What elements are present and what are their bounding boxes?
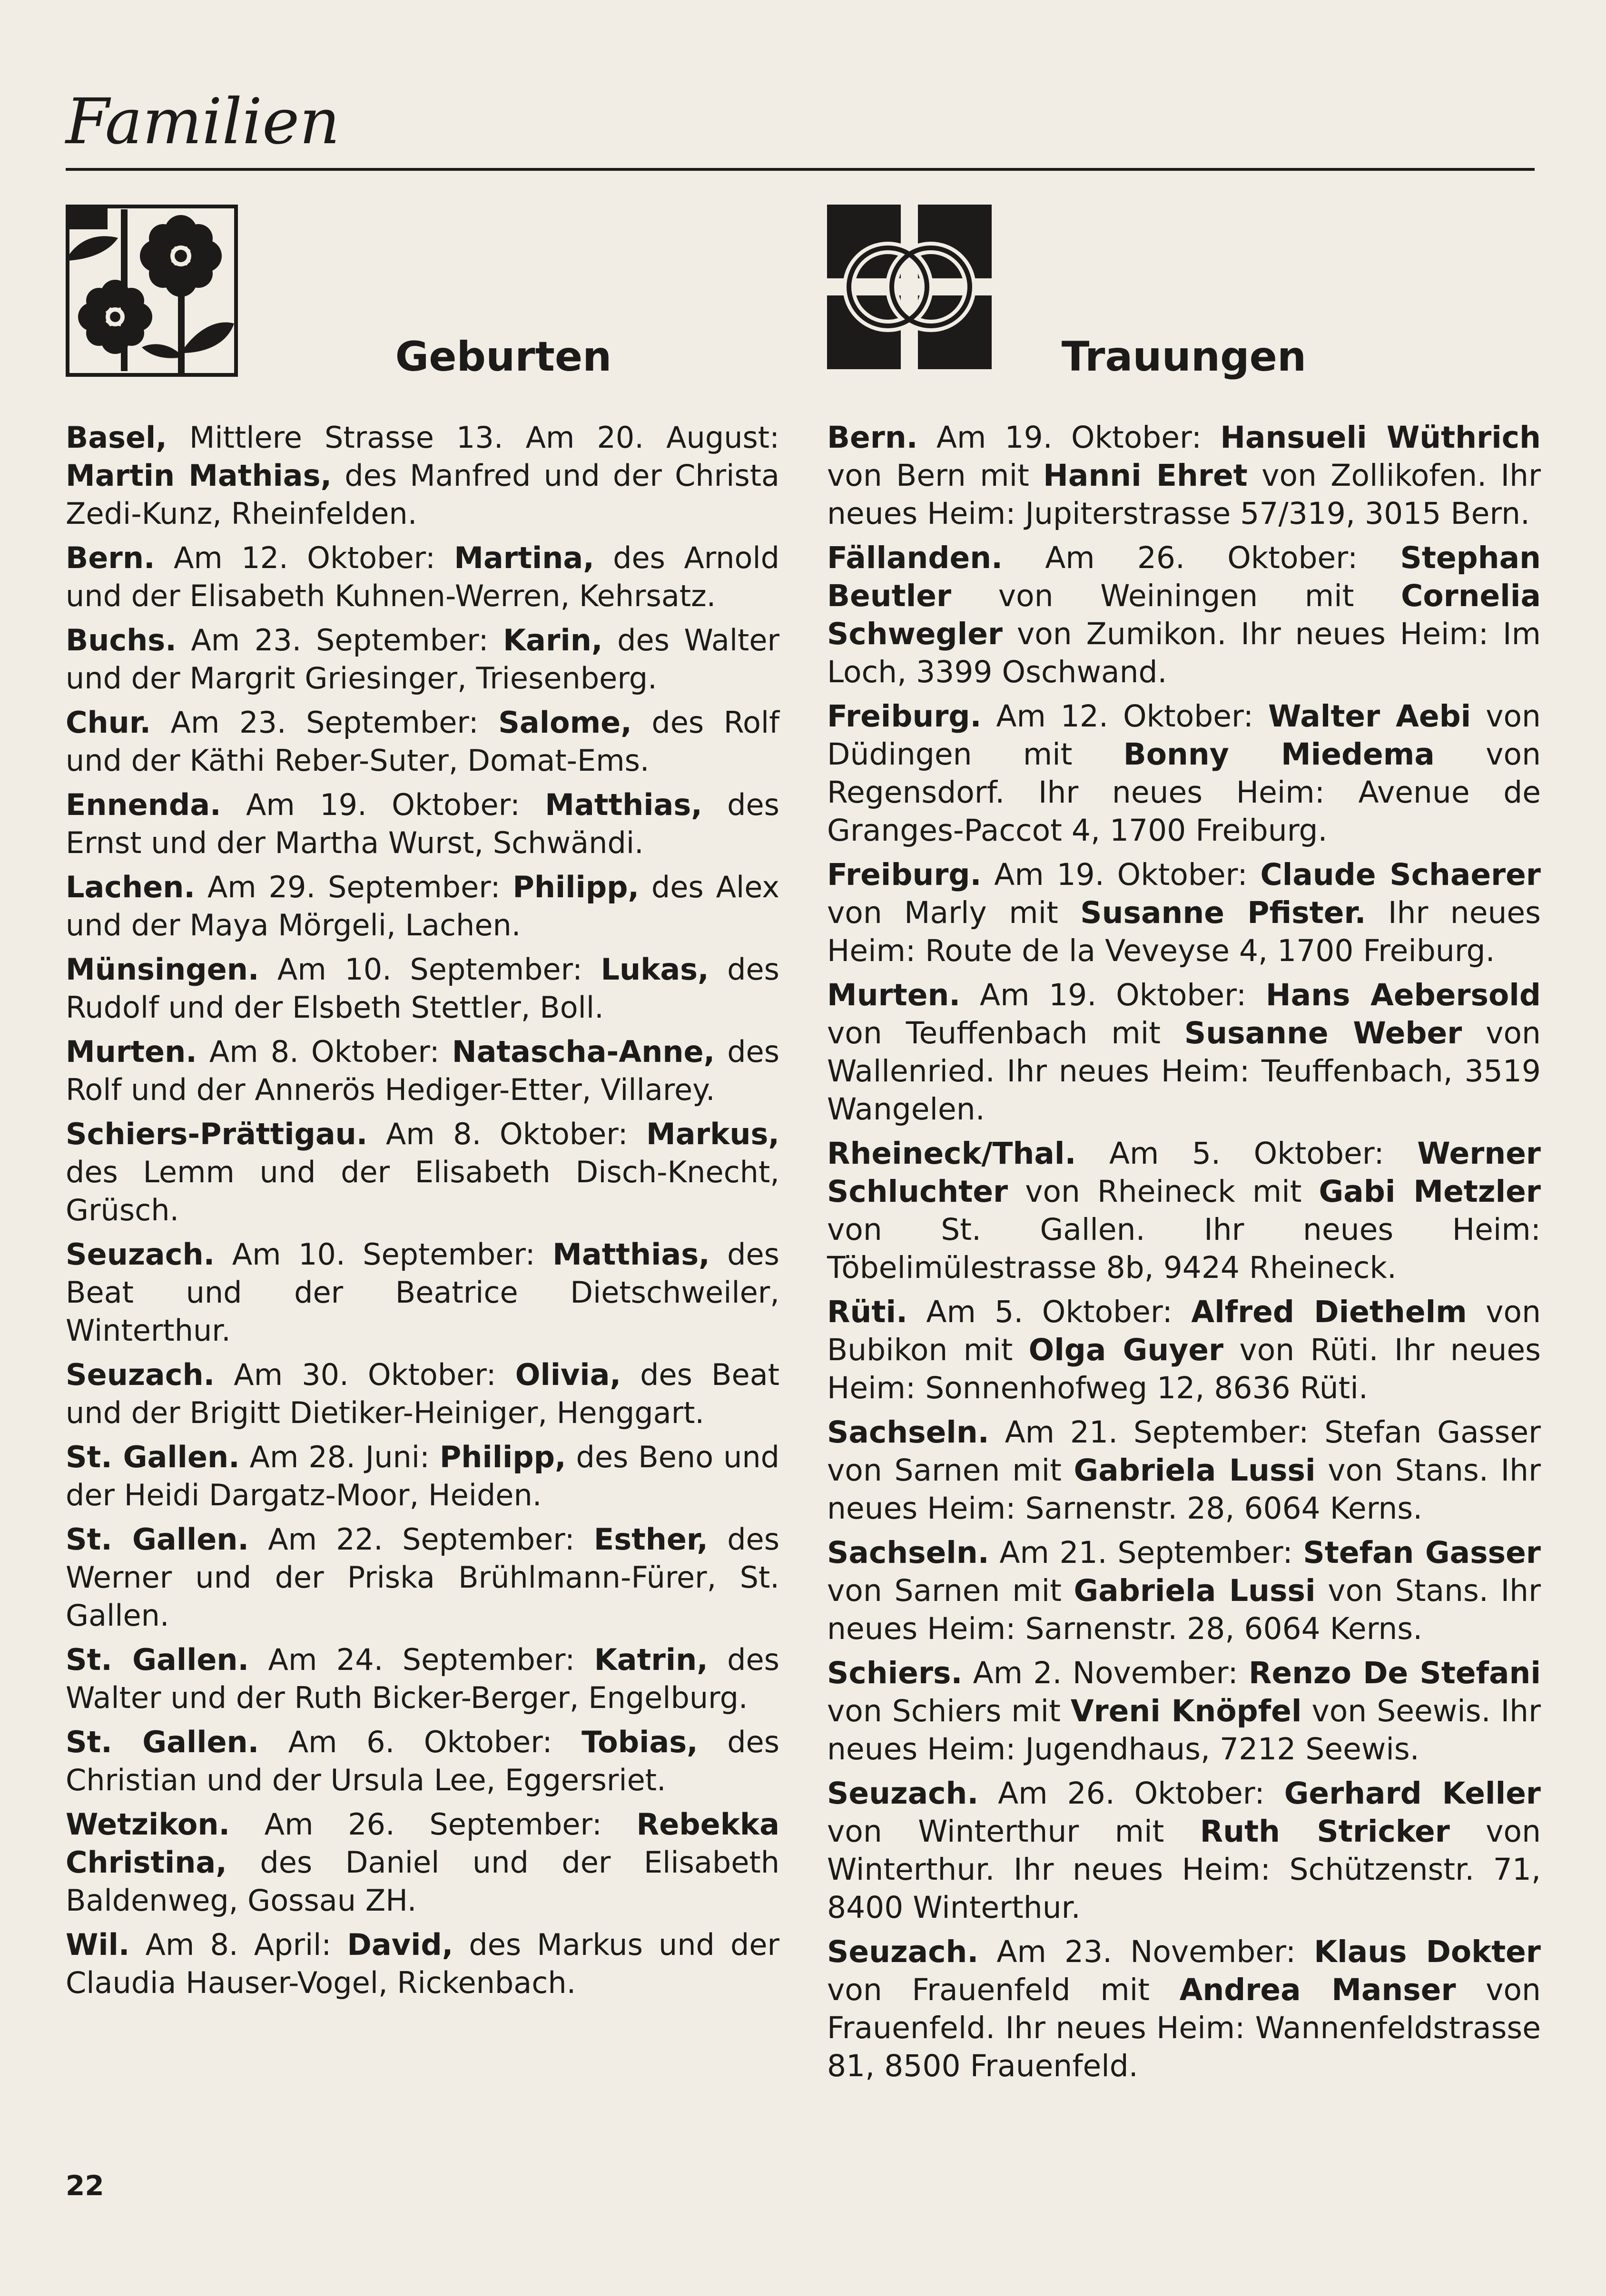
- entry-place: Ennenda.: [66, 787, 221, 822]
- child-name: Matthias,: [552, 1237, 710, 1272]
- child-name: Katrin,: [594, 1642, 708, 1677]
- entry-text: Ihr neues Heim: Route de la Veveyse 4, 1700 Freiburg.: [827, 895, 1541, 968]
- entry-text: von Weiningen mit: [951, 579, 1401, 613]
- entry-text: Am 24. September:: [249, 1642, 594, 1677]
- entry-text: des Markus und der Claudia Hauser-Vogel, Rickenbach.: [66, 1927, 779, 2000]
- entry-text: des Walter und der Ruth Bicker-Berger, Engelburg.: [66, 1642, 779, 1715]
- entry-place: Seuzach.: [827, 1934, 979, 1969]
- entry-place: Münsingen.: [66, 952, 259, 987]
- birth-entry: [66, 1805, 779, 1920]
- birth-entry: [66, 621, 779, 697]
- child-name: Olivia,: [515, 1357, 621, 1392]
- entry-text: Am 21. September:: [989, 1535, 1303, 1570]
- birth-entry: [66, 1115, 779, 1229]
- spouse-name: Bonny Miedema: [1123, 737, 1435, 772]
- entry-text: Am 23. September:: [151, 705, 499, 740]
- child-name: Markus,: [646, 1117, 779, 1151]
- entry-place: Chur.: [66, 705, 151, 740]
- spouse-name: Gabriela Lussi: [1074, 1453, 1316, 1488]
- birth-entry: [66, 951, 779, 1027]
- entry-text: Am 12. Oktober:: [155, 540, 454, 575]
- child-name: Salome,: [498, 705, 632, 740]
- wedding-entry: [827, 856, 1541, 970]
- entry-text: von Stans. Ihr neues Heim: Sarnenstr. 28, 6064 Kerns.: [827, 1573, 1541, 1646]
- entry-place: St. Gallen.: [66, 1440, 240, 1474]
- entry-text: Am 8. April:: [129, 1927, 347, 1962]
- child-name: Martin Mathias,: [66, 458, 332, 493]
- wedding-entry: [827, 1135, 1541, 1287]
- entry-text: des Lemm und der Elisabeth Disch-Knecht, Grüsch.: [66, 1155, 779, 1227]
- entry-text: von Sarnen mit: [827, 1573, 1074, 1608]
- spouse-name: Hans Aebersold: [1265, 978, 1541, 1012]
- entry-text: von Marly mit: [827, 895, 1081, 930]
- wedding-entry: [827, 1413, 1541, 1528]
- entry-place: Seuzach.: [827, 1776, 979, 1811]
- entry-text: des Manfred und der Christa Zedi-Kunz, Rheinfelden.: [66, 458, 780, 531]
- entry-text: des Beat und der Beatrice Dietschweiler, Winterthur.: [66, 1237, 779, 1348]
- entry-place: Schiers.: [827, 1656, 963, 1690]
- flowers-icon: [66, 205, 238, 377]
- wedding-entry: [827, 1775, 1541, 1927]
- wedding-entry: [827, 1293, 1541, 1407]
- entry-place: Rüti.: [827, 1295, 908, 1329]
- birth-entry: [66, 419, 779, 533]
- entry-text: von Schiers mit: [827, 1694, 1071, 1728]
- entry-text: Am 30. Oktober:: [215, 1357, 515, 1392]
- entry-text: Mittlere Strasse 13. Am 20. August:: [167, 420, 779, 455]
- entry-text: von Rüti. Ihr neues Heim: Sonnenhofweg 12, 8636 Rüti.: [827, 1333, 1541, 1405]
- wedding-entry: [827, 539, 1541, 691]
- entry-text: Am 19. Oktober:: [917, 420, 1221, 455]
- wedding-entry: [827, 697, 1541, 850]
- weddings-column: [827, 205, 1541, 2091]
- child-name: Rebekka Christina,: [66, 1807, 779, 1880]
- spouse-name: Renzo De Stefani: [1248, 1656, 1541, 1690]
- entry-text: des Arnold und der Elisabeth Kuhnen-Werren, Kehrsatz.: [66, 540, 779, 613]
- birth-entry: [66, 1236, 779, 1350]
- entry-text: von Frauenfeld. Ihr neues Heim: Wannenfeldstrasse 81, 8500 Frauenfeld.: [827, 1972, 1541, 2083]
- child-name: David,: [347, 1927, 453, 1962]
- entry-text: Am 5. Oktober:: [907, 1295, 1192, 1329]
- weddings-heading: Trauungen: [1061, 333, 1307, 381]
- spouse-name: Klaus Dokter: [1314, 1934, 1541, 1969]
- entry-text: Am 19. Oktober:: [960, 978, 1266, 1012]
- birth-entry: [66, 1356, 779, 1432]
- entry-text: des Ernst und der Martha Wurst, Schwändi.: [66, 787, 779, 860]
- entry-place: Lachen.: [66, 870, 195, 904]
- entry-text: von Winterthur. Ihr neues Heim: Schützenstr. 71, 8400 Winterthur.: [827, 1814, 1541, 1925]
- entry-text: Am 19. Oktober:: [221, 787, 545, 822]
- birth-entry: [66, 1438, 779, 1514]
- entry-place: Sachseln.: [827, 1415, 989, 1450]
- wedding-entry: [827, 1654, 1541, 1768]
- births-header: [66, 205, 779, 419]
- child-name: Lukas,: [601, 952, 709, 987]
- page-number: 22: [66, 2169, 104, 2202]
- wedding-entry: [827, 419, 1541, 533]
- spouse-name: Alfred Diethelm: [1191, 1295, 1467, 1329]
- spouse-name: Susanne Pfister.: [1080, 895, 1366, 930]
- wedding-entry: [827, 976, 1541, 1128]
- wedding-entry: [827, 1534, 1541, 1648]
- entry-text: von Bubikon mit: [827, 1295, 1541, 1367]
- spouse-name: Hanni Ehret: [1043, 458, 1248, 493]
- entry-place: Bern.: [827, 420, 918, 455]
- births-column: [66, 205, 779, 2008]
- child-name: Matthias,: [545, 787, 702, 822]
- entry-text: Am 23. September:: [176, 623, 503, 657]
- entry-text: von Wallenried. Ihr neues Heim: Teuffenbach, 3519 Wangelen.: [827, 1016, 1541, 1127]
- birth-entry: [66, 786, 779, 862]
- entry-text: des Walter und der Margrit Griesinger, Triesenberg.: [66, 623, 779, 696]
- entry-place: Seuzach.: [66, 1357, 215, 1392]
- entry-text: des Daniel und der Elisabeth Baldenweg, Gossau ZH.: [66, 1845, 779, 1918]
- entry-place: Wetzikon.: [66, 1807, 230, 1842]
- birth-entry: [66, 1033, 779, 1109]
- wedding-entry: [827, 1933, 1541, 2085]
- entry-text: von Düdingen mit: [827, 699, 1541, 772]
- child-name: Tobias,: [581, 1725, 698, 1759]
- entry-text: von Bern mit: [827, 458, 1044, 493]
- child-name: Martina,: [454, 540, 594, 575]
- entry-place: Rheineck/Thal.: [827, 1136, 1076, 1171]
- entry-text: des Beat und der Brigitt Dietiker-Heiniger, Henggart.: [66, 1357, 780, 1430]
- page-title: Familien: [66, 85, 340, 158]
- entry-place: Sachseln.: [827, 1535, 989, 1570]
- spouse-name: Stefan Gasser: [1303, 1535, 1541, 1570]
- entry-place: Basel,: [66, 420, 167, 455]
- spouse-name: Susanne Weber: [1184, 1016, 1462, 1050]
- spouse-name: Stephan Beutler: [827, 540, 1541, 613]
- entry-text: des Beno und der Heidi Dargatz-Moor, Heiden.: [66, 1440, 780, 1512]
- birth-entry: [66, 1521, 779, 1635]
- entry-text: von St. Gallen. Ihr neues Heim: Töbelimülestrasse 8b, 9424 Rheineck.: [827, 1212, 1541, 1285]
- entry-text: von Stans. Ihr neues Heim: Sarnenstr. 28, 6064 Kerns.: [827, 1453, 1541, 1526]
- birth-entry: [66, 1926, 779, 2002]
- births-list: [66, 419, 779, 2002]
- entry-place: Buchs.: [66, 623, 177, 657]
- entry-text: von Seewis. Ihr neues Heim: Jugendhaus, 7212 Seewis.: [827, 1694, 1541, 1766]
- child-name: Karin,: [503, 623, 603, 657]
- entry-place: Seuzach.: [66, 1237, 215, 1272]
- entry-text: von Rheineck mit: [1008, 1174, 1319, 1209]
- entry-text: von Zollikofen. Ihr neues Heim: Jupiterstrasse 57/319, 3015 Bern.: [827, 458, 1541, 531]
- entry-text: Am 6. Oktober:: [259, 1725, 582, 1759]
- birth-entry: [66, 539, 779, 615]
- entry-place: Schiers-Prättigau.: [66, 1117, 368, 1151]
- entry-text: Am 23. November:: [978, 1934, 1314, 1969]
- title-divider: [66, 168, 1535, 171]
- entry-text: Am 10. September:: [259, 952, 601, 987]
- entry-text: Am 8. Oktober:: [197, 1034, 452, 1069]
- birth-entry: [66, 704, 779, 780]
- entry-place: St. Gallen.: [66, 1642, 249, 1677]
- spouse-name: Hansueli Wüthrich: [1220, 420, 1541, 455]
- entry-text: Am 21. September: Stefan Gasser von Sarnen mit: [827, 1415, 1541, 1488]
- spouse-name: Ruth Stricker: [1200, 1814, 1450, 1849]
- entry-text: Am 29. September:: [195, 870, 513, 904]
- entry-text: von Winterthur mit: [827, 1814, 1200, 1849]
- entry-text: Am 8. Oktober:: [367, 1117, 647, 1151]
- entry-text: Am 5. Oktober:: [1076, 1136, 1418, 1171]
- entry-text: Am 12. Oktober:: [981, 699, 1268, 734]
- entry-place: St. Gallen.: [66, 1725, 259, 1759]
- entry-text: Am 2. November:: [962, 1656, 1249, 1690]
- entry-place: Bern.: [66, 540, 155, 575]
- entry-text: des Alex und der Maya Mörgeli, Lachen.: [66, 870, 779, 942]
- spouse-name: Claude Schaerer: [1260, 857, 1541, 892]
- entry-text: Am 26. September:: [230, 1807, 637, 1842]
- entry-text: von Regensdorf. Ihr neues Heim: Avenue de Granges-Paccot 4, 1700 Freiburg.: [827, 737, 1541, 848]
- entry-text: von Teuffenbach mit: [827, 1016, 1184, 1050]
- entry-text: Am 28. Juni:: [239, 1440, 440, 1474]
- entry-place: St. Gallen.: [66, 1522, 249, 1557]
- child-name: Esther,: [593, 1522, 708, 1557]
- entry-place: Murten.: [66, 1034, 197, 1069]
- entry-text: des Rudolf und der Elsbeth Stettler, Boll.: [66, 952, 779, 1025]
- spouse-name: Gabriela Lussi: [1074, 1573, 1316, 1608]
- entry-text: des Werner und der Priska Brühlmann-Fürer, St. Gallen.: [66, 1522, 779, 1633]
- birth-entry: [66, 1723, 779, 1799]
- weddings-header: [827, 205, 1541, 419]
- spouse-name: Gabi Metzler: [1319, 1174, 1541, 1209]
- entry-text: Am 22. September:: [248, 1522, 594, 1557]
- weddings-list: [827, 419, 1541, 2085]
- entry-place: Wil.: [66, 1927, 130, 1962]
- birth-entry: [66, 1641, 779, 1717]
- child-name: Philipp,: [512, 870, 640, 904]
- entry-text: des Rolf und der Annerös Hediger-Etter, Villarey.: [66, 1034, 779, 1107]
- entry-place: Freiburg.: [827, 857, 982, 892]
- spouse-name: Werner Schluchter: [827, 1136, 1541, 1209]
- child-name: Natascha-Anne,: [452, 1034, 715, 1069]
- entry-text: Am 19. Oktober:: [981, 857, 1261, 892]
- entry-place: Fällanden.: [827, 540, 1003, 575]
- child-name: Philipp,: [439, 1440, 566, 1474]
- entry-text: Am 10. September:: [215, 1237, 553, 1272]
- spouse-name: Vreni Knöpfel: [1070, 1694, 1302, 1728]
- entry-text: Am 26. Oktober:: [1003, 540, 1400, 575]
- spouse-name: Olga Guyer: [1028, 1333, 1224, 1367]
- entry-place: Freiburg.: [827, 699, 982, 734]
- entry-text: des Rolf und der Käthi Reber-Suter, Domat-Ems.: [66, 705, 779, 778]
- spouse-name: Walter Aebi: [1268, 699, 1471, 734]
- spouse-name: Cornelia Schwegler: [827, 579, 1541, 651]
- entry-text: von Zumikon. Ihr neues Heim: Im Loch, 3399 Oschwand.: [827, 617, 1541, 689]
- spouse-name: Gerhard Keller: [1284, 1776, 1541, 1811]
- entry-text: Am 26. Oktober:: [978, 1776, 1284, 1811]
- births-heading: Geburten: [395, 333, 612, 381]
- birth-entry: [66, 868, 779, 944]
- entry-text: von Frauenfeld mit: [827, 1972, 1180, 2007]
- spouse-name: Andrea Manser: [1179, 1972, 1456, 2007]
- entry-place: Murten.: [827, 978, 961, 1012]
- entry-text: des Christian und der Ursula Lee, Eggersriet.: [66, 1725, 780, 1797]
